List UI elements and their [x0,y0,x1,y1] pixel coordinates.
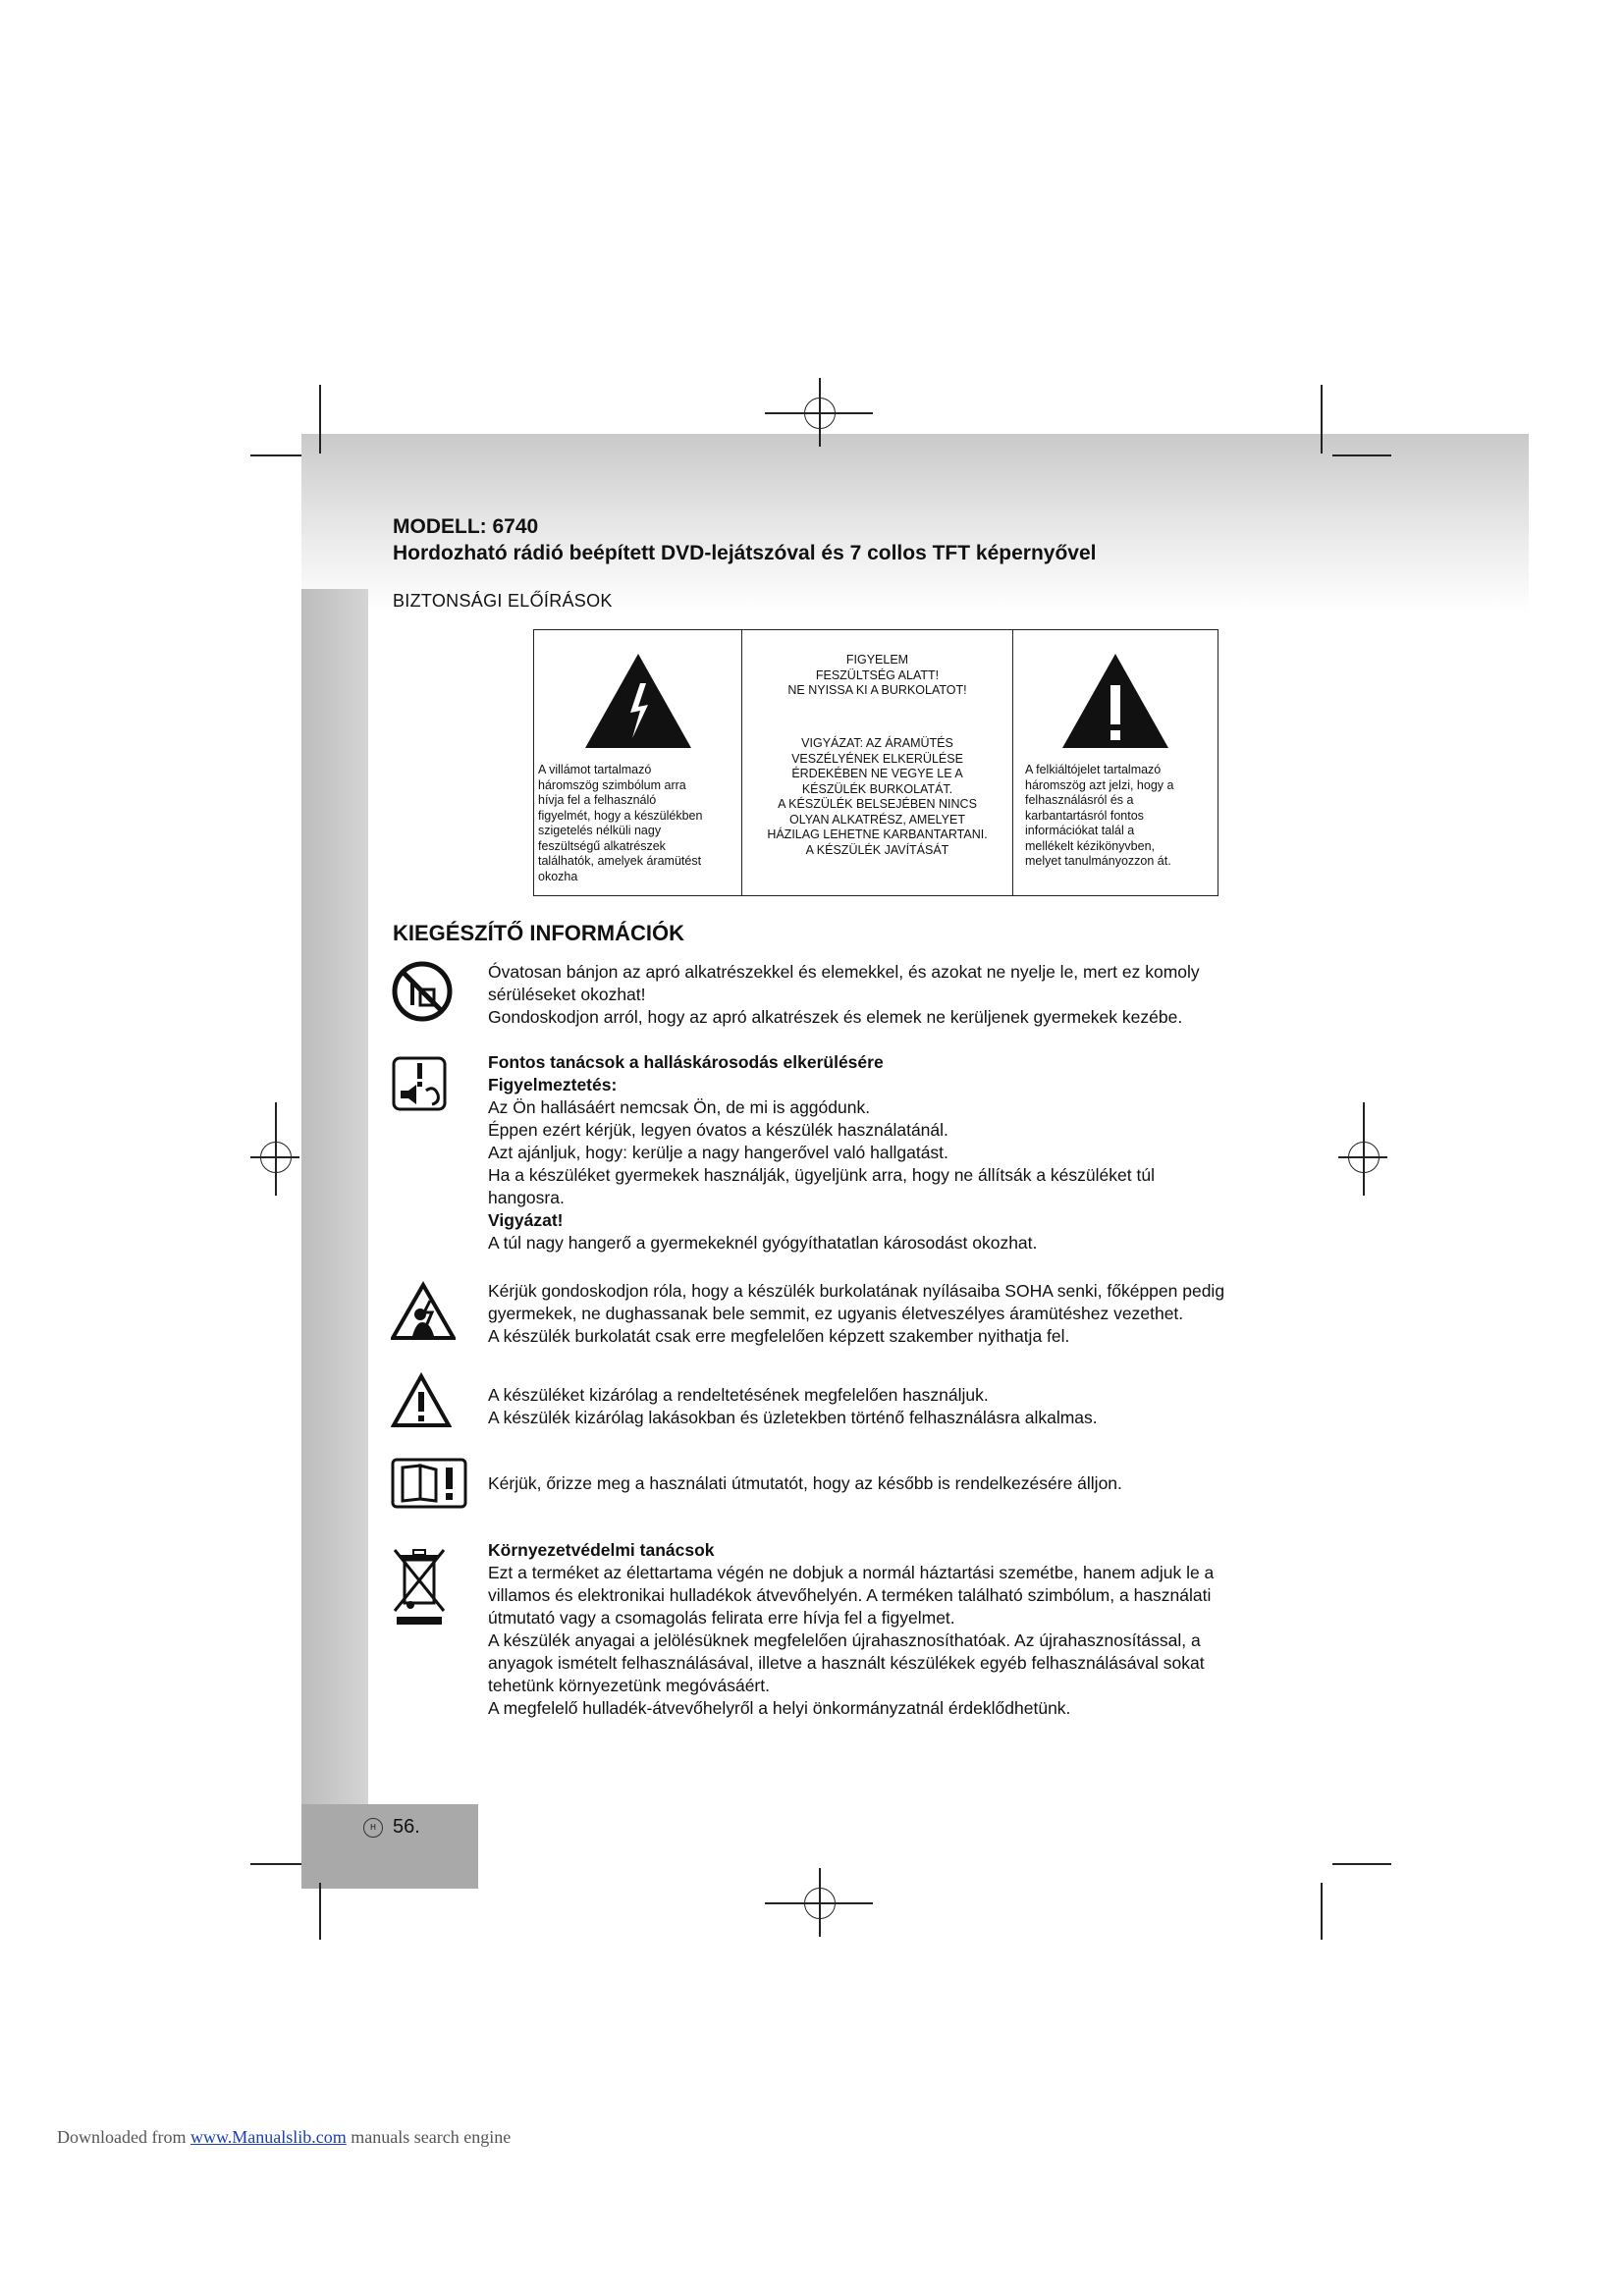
lightning-column [534,630,742,895]
text-line: OLYAN ALKATRÉSZ, AMELYET [789,812,965,827]
text-line: szigetelés nélküli nagy [538,824,662,837]
text-line: Ezt a terméket az élettartama végén ne dobjuk a normál háztartási szemétbe, hanem adjuk le a [488,1563,1215,1582]
text-line: Ha a készüléket gyermekek használják, ügyeljünk arra, hogy ne állítsák a készüléket túl [488,1165,1155,1185]
text-line: FESZÜLTSÉG ALATT! [815,667,940,682]
exclamation-description [1025,763,1173,870]
crop-mark [319,1883,321,1940]
text-line: felhasználásról és a [1025,793,1134,807]
hearing-warning-label: Figyelmeztetés: [488,1075,618,1095]
text-line: A KÉSZÜLÉK JAVÍTÁSÁT [805,842,949,857]
language-badge: H [363,1818,383,1838]
registration-line [275,1102,277,1196]
openings-text [488,1280,1313,1348]
text-line: hangosra. [488,1188,565,1207]
warning-heading [742,653,1012,699]
text-line: A felkiáltójelet tartalmazó [1025,763,1162,776]
manualslib-link[interactable]: www.Manualslib.com [189,2127,347,2147]
lightning-triangle-icon [583,652,693,750]
hearing-warning-icon [391,1055,448,1112]
crop-mark [250,454,301,456]
environment-section [488,1539,1313,1720]
text-line: Éppen ezért kérjük, legyen óvatos a készülék használatánál. [488,1120,948,1140]
text-line: hívja fel a felhasználó [538,793,657,807]
environment-title: Környezetvédelmi tanácsok [488,1540,715,1560]
text-line: melyet tanulmányozzon át. [1025,854,1171,868]
model-title: MODELL: 6740 [393,515,539,538]
crop-mark [1332,454,1391,456]
lightning-description [538,763,702,884]
text-line: A készülék anyagai a jelölésüknek megfelelően újrahasznosíthatóak. Az újrahasznosítással, a [488,1630,1201,1650]
text-line: feszültségű alkatrészek [538,838,666,853]
text-line: karbantartásról fontos [1025,808,1144,823]
left-margin-bar [301,589,368,1806]
download-credit [57,2127,511,2148]
text-line: háromszög azt jelzi, hogy a [1025,777,1174,792]
credit-suffix: manuals search engine [346,2127,512,2147]
text-line: NE NYISSA KI A BURKOLATOT! [787,683,967,697]
text-line: Gondoskodjon arról, hogy az apró alkatrészek és elemek ne kerüljenek gyermekek kezébe. [488,1007,1183,1027]
text-line: A túl nagy hangerő a gyermekeknél gyógyíthatatlan károsodást okozhat. [488,1233,1038,1253]
warning-center-column [742,630,1013,895]
safety-warning-table [533,629,1218,896]
manual-text: Kérjük, őrizze meg a használati útmutatót, hogy az később is rendelkezésére álljon. [488,1473,1122,1493]
no-swallow-icon [391,960,454,1023]
product-subtitle: Hordozható rádió beépített DVD-lejátszóval és 7 collos TFT képernyővel [393,542,1097,564]
text-line: információkat talál a [1025,824,1135,837]
warning-body [742,736,1012,858]
text-line: anyagok ismételt felhasználásával, illetve a használt készülékek egyéb felhasználásával sokat [488,1653,1205,1673]
registration-line [819,378,821,447]
hearing-title: Fontos tanácsok a halláskárosodás elkerülésére [488,1052,884,1072]
text-line: A megfelelő hulladék-átvevőhelyről a helyi önkormányzatnál érdeklődhetünk. [488,1698,1071,1718]
text-line: találhatók, amelyek áramütést [538,854,702,868]
text-line: gyermekek, ne dughassanak bele semmit, ez ugyanis életveszélyes áramütéshez vezethet. [488,1304,1184,1323]
text-line: FIGYELEM [845,653,909,667]
text-line: figyelmét, hogy a készülékben [538,808,703,823]
text-line: okozha [538,869,578,883]
small-parts-text [488,961,1313,1029]
text-line: villamos és elektronikai hulladékok átvevőhelyén. A terméken található szimbólum, a használati [488,1585,1212,1605]
text-line: A villámot tartalmazó [538,763,652,776]
text-line: KÉSZÜLÉK BURKOLATÁT. [801,781,953,796]
text-line: A KÉSZÜLÉK BELSEJÉBEN NINCS [778,797,977,811]
text-line: A készülék burkolatát csak erre megfelelően képzett szakember nyithatja fel. [488,1326,1070,1346]
registration-line [1363,1102,1365,1196]
exclamation-column [1013,630,1218,895]
text-line: ÉRDEKÉBEN NE VEGYE LE A [791,767,963,780]
crop-mark [1321,1883,1323,1940]
text-line: Az Ön hallásáért nemcsak Ön, de mi is aggódunk. [488,1097,871,1117]
text-line: sérüléseket okozhat! [488,985,646,1004]
text-line: Óvatosan bánjon az apró alkatrészekkel és elemekkel, és azokat ne nyelje le, mert ez komoly [488,962,1200,982]
text-line: háromszög szimbólum arra [538,777,686,792]
credit-prefix: Downloaded from [57,2127,190,2147]
weee-bin-icon [391,1546,448,1627]
text-line: A készülék kizárólag lakásokban és üzletekben történő felhasználásra alkalmas. [488,1408,1098,1427]
extra-info-title: KIEGÉSZÍTŐ INFORMÁCIÓK [393,921,684,945]
text-line: HÁZILAG LEHETNE KARBANTARTANI. [767,828,988,841]
page-number-text: 56. [393,1816,420,1838]
safety-title: BIZTONSÁGI ELŐÍRÁSOK [393,591,613,611]
page-number [363,1816,420,1839]
crop-mark [1321,385,1323,454]
registration-line [819,1868,821,1937]
crop-mark [250,1863,301,1865]
text-line: Kérjük gondoskodjon róla, hogy a készülék burkolatának nyílásaiba SOHA senki, főképpen pedig [488,1281,1225,1301]
usage-text [488,1384,1313,1429]
text-line: VESZÉLYÉNEK ELKERÜLÉSE [791,751,963,766]
text-line: Azt ajánljuk, hogy: kerülje a nagy hangerővel való hallgatást. [488,1143,948,1162]
manual-book-icon [391,1458,467,1509]
hearing-section [488,1051,1313,1255]
text-line: mellékelt kézikönyvben, [1025,838,1156,853]
caution-triangle-icon [391,1372,452,1429]
exclamation-triangle-icon [1060,652,1170,750]
text-line: VIGYÁZAT: AZ ÁRAMÜTÉS [801,736,953,750]
text-line: tehetünk környezetünk megóvásáért. [488,1676,770,1695]
crop-mark [319,385,321,454]
shock-hazard-icon [391,1281,456,1340]
caution-label: Vigyázat! [488,1210,564,1230]
text-line: útmutató vagy a csomagolás felirata erre hívja fel a figyelmet. [488,1608,955,1628]
crop-mark [1332,1863,1391,1865]
text-line: A készüléket kizárólag a rendeltetésének megfelelően használjuk. [488,1385,989,1405]
